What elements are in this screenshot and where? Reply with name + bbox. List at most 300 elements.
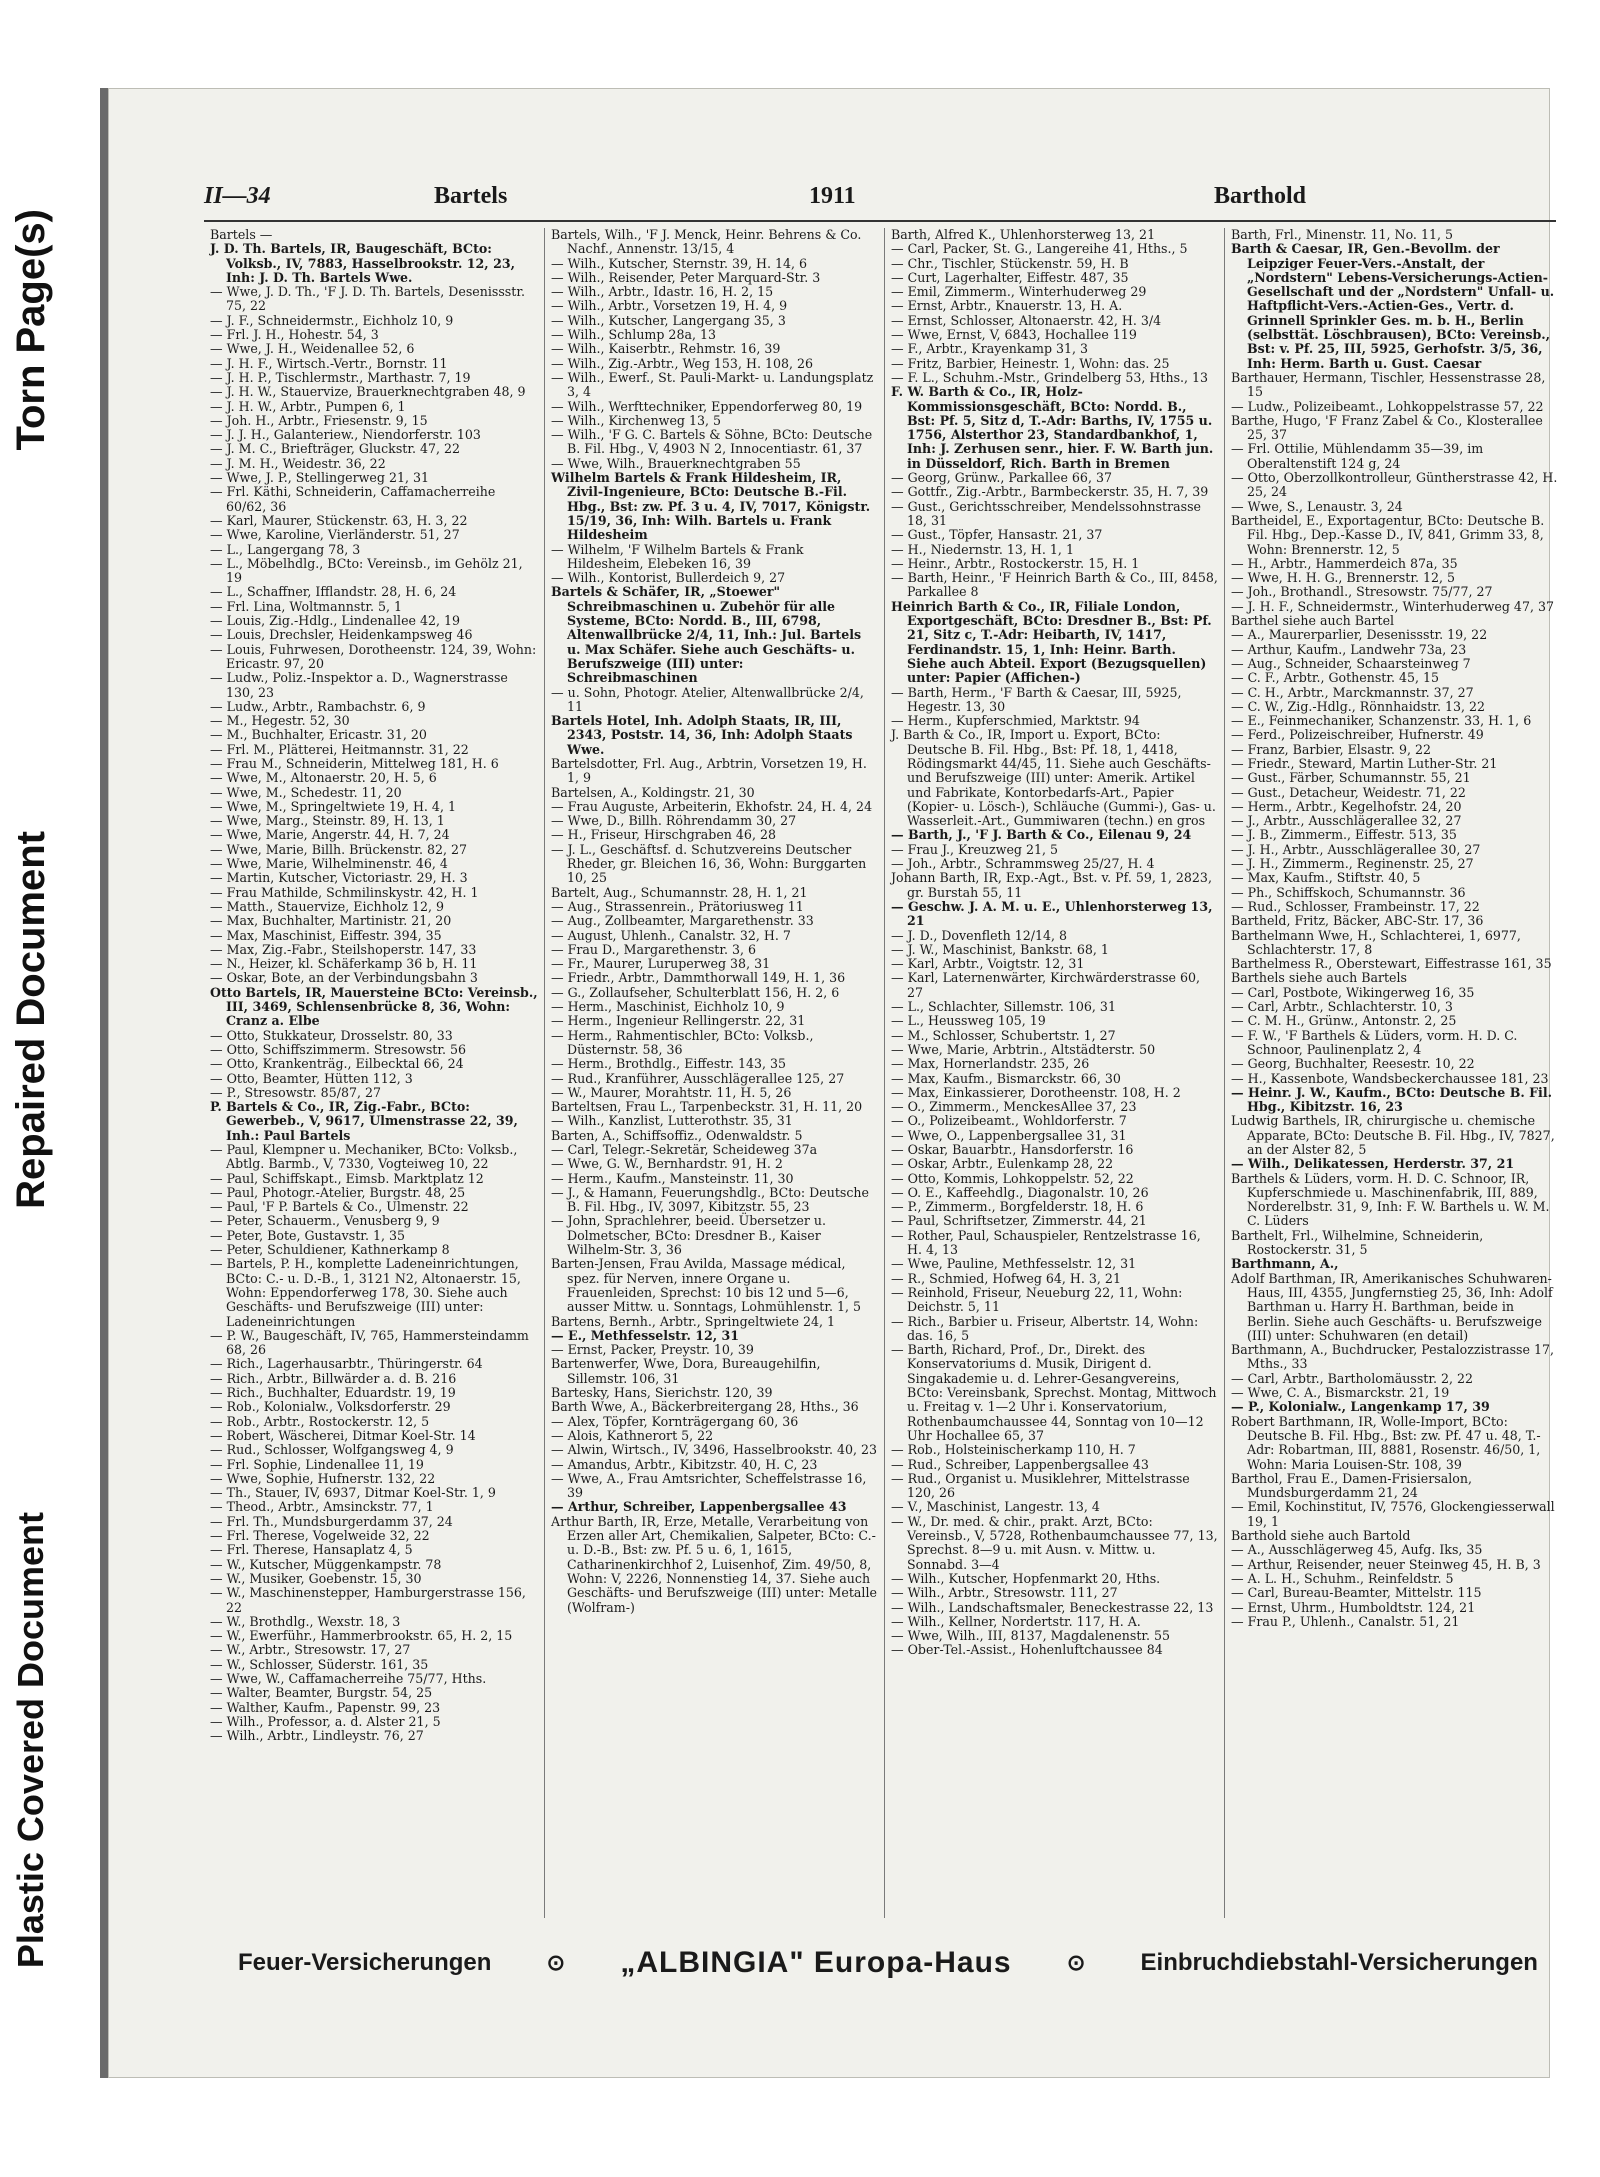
directory-entry: — Wwe, Marie, Billh. Brückenstr. 82, 27 [210,841,468,857]
directory-entry: — W., Arbtr., Stresowstr. 17, 27 [210,1642,411,1658]
directory-entry: — R., Schmied, Hofweg 64, H. 3, 21 [891,1270,1121,1286]
directory-entry: Robert Barthmann, IR, Wolle-Import, BCto: Deutsche B. Fil. Hbg., Bst: zw. Pf. 47 u. 48, T.-Adr: Robartman, III, 8881, Rosenstr. 46/50, 1, Wohn: Maria Louisen-Str. 108, 39 [1231,1413,1541,1472]
directory-entry: Barthmann, A., [1231,1256,1339,1272]
directory-entry: — Wwe, Ernst, V, 6843, Hochallee 119 [891,327,1137,343]
directory-entry: — Ludw., Arbtr., Rambachstr. 6, 9 [210,698,426,714]
directory-entry: Barthels & Lüders, vorm. H. D. C. Schnoor, IR, Kupferschmiede u. Maschinenfabrik, III, 889, Norderelbstr. 31, 9, Inh: F. W. Barthels u. W. M. C. Lüders [1231,1170,1550,1229]
directory-entry: Bartels — [210,228,273,242]
directory-entry: — Barth, Richard, Prof., Dr., Direkt. des Konservatoriums d. Musik, Dirigent d. Singakademie u. d. Lehrer-Gesangvereins, BCto: Vereinsbank, Sprechst. Montag, Mittwoch u. Freitag v. 1—2 Uhr i. Konservatorium, Rothenbaumchaussee 44, Sonntag von 10—12 Uhr Hochallee 65, 37 [891,1342,1217,1443]
directory-entry: — Arthur, Reisender, neuer Steinweg 45, H. B, 3 [1231,1556,1541,1572]
directory-entry: — Gust., Detacheur, Weidestr. 71, 22 [1231,784,1466,800]
directory-entry: — Wilh., Landschaftsmaler, Beneckestrasse 22, 13 [891,1599,1214,1615]
directory-entry: — A. L. H., Schuhm., Reinfeldstr. 5 [1231,1570,1454,1586]
directory-entry: — Oskar, Bote, an der Verbindungsbahn 3 [210,970,478,986]
directory-entry: — Wilh., Delikatessen, Herderstr. 37, 21 [1231,1156,1515,1172]
torn-pages-label: Torn Page(s) [8,209,53,451]
footer-bullet-icon: ⊙ [1066,1950,1086,1975]
directory-entry: — Max, Kaufm., Stiftstr. 40, 5 [1231,870,1421,886]
directory-entry: — Max, Kaufm., Bismarckstr. 66, 30 [891,1070,1121,1086]
directory-entry: — Peter, Schauerm., Venusberg 9, 9 [210,1213,440,1229]
directory-entry: — W., Dr. med. & chir., prakt. Arzt, BCto: Vereinsb., V, 5728, Rothenbaumchaussee 77, 13, Sprechst. 8—9 u. mit Ausn. v. Mittw. u. Sonnabd. 3—4 [891,1513,1218,1572]
directory-entry: — G., Zollaufseher, Schulterblatt 156, H. 2, 6 [551,984,840,1000]
directory-entry: Barthe, Hugo, 'F Franz Zabel & Co., Klosterallee 25, 37 [1231,412,1543,443]
directory-entry: — Wilh., Arbtr., Lindleystr. 76, 27 [210,1728,424,1744]
directory-entry: — Wwe, H. H. G., Brennerstr. 12, 5 [1231,570,1456,586]
directory-entry: — Wwe, A., Frau Amtsrichter, Scheffelstrasse 16, 39 [551,1470,867,1501]
directory-entry: — Rud., Schreiber, Lappenbergsallee 43 [891,1456,1149,1472]
directory-entry: — O., Zimmerm., MenckesAllee 37, 23 [891,1099,1137,1115]
directory-entry: — Wilh., Kutscher, Langergang 35, 3 [551,312,786,328]
directory-entry: — F. L., Schuhm.-Mstr., Grindelberg 53, Hths., 13 [891,369,1209,385]
directory-entry: — Rob., Kolonialw., Volksdorferstr. 29 [210,1399,451,1415]
directory-entry: — Friedr., Steward, Martin Luther-Str. 21 [1231,755,1498,771]
directory-entry: Barten-Jensen, Frau Avilda, Massage médical, spez. für Nerven, innere Organe u. Frauenleiden, Sprechst: 10 bis 12 und 5—6, ausser Mittw. u. Sonntags, Lohmühlenstr. 1, 5 [551,1256,862,1315]
directory-entry: — Carl, Packer, St. G., Langereihe 41, Hths., 5 [891,241,1188,257]
directory-entry: — Otto, Oberzollkontrolleur, Güntherstrasse 42, H. 25, 24 [1231,470,1558,500]
footer-center: „ALBINGIA" Europa-Haus [620,1946,1012,1979]
directory-entry: Bartelsdotter, Frl. Aug., Arbtrin, Vorsetzen 19, H. 1, 9 [551,755,867,786]
plastic-covered-label: Plastic Covered Document [10,1511,51,1969]
directory-entry: — Walter, Beamter, Burgstr. 54, 25 [210,1685,433,1701]
directory-entry: Bartheidel, E., Exportagentur, BCto: Deutsche B. Fil. Hbg., Dep.-Kasse D., IV, 841, Grimm 33, 8, Wohn: Brennerstr. 12, 5 [1231,512,1545,557]
directory-entry: — Wwe, O., Lappenbergsallee 31, 31 [891,1127,1127,1143]
directory-entry: P. Bartels & Co., IR, Zig.-Fabr., BCto: Gewerbeb., V, 9617, Ulmenstrasse 22, 39, Inh.: Paul Bartels [210,1099,518,1143]
directory-entry: — Emil, Kochinstitut, IV, 7576, Glockengiesserwall 19, 1 [1231,1499,1555,1529]
footer-left: Feuer-Versicherungen [238,1949,492,1976]
header-year: 1911 [809,183,856,209]
directory-entry: Bartels Hotel, Inh. Adolph Staats, IR, III, 2343, Poststr. 14, 36, Inh: Adolph Staats Wwe. [551,713,853,757]
directory-entry: — Ober-Tel.-Assist., Hohenluftchaussee 84 [891,1642,1163,1658]
directory-entry: — Heinr., Arbtr., Rostockerstr. 15, H. 1 [891,555,1140,571]
directory-entry: — Herm., Kaufm., Mansteinstr. 11, 30 [551,1170,794,1186]
directory-entry: — J. D., Dovenfleth 12/14, 8 [891,927,1068,943]
directory-entry: — Rother, Paul, Schauspieler, Rentzelstrasse 16, H. 4, 13 [891,1227,1201,1258]
directory-entry: — Herm., Rahmentischler, BCto: Volksb., Düsternstr. 58, 36 [551,1027,814,1057]
directory-entry: — Rich., Buchhalter, Eduardstr. 19, 19 [210,1385,456,1401]
directory-entry: — L., Langergang 78, 3 [210,541,361,557]
directory-entry: — Frau M., Schneiderin, Mittelweg 181, H. 6 [210,755,499,771]
directory-entry: — Peter, Schuldiener, Kathnerkamp 8 [210,1242,450,1258]
directory-entry: Barthels siehe auch Bartels [1231,970,1407,986]
directory-entry: — Wwe, M., Springeltwiete 19, H. 4, 1 [210,798,456,814]
directory-entry: — Ernst, Uhrm., Humboldtstr. 124, 21 [1231,1599,1476,1615]
directory-entry: — Paul, Schriftsetzer, Zimmerstr. 44, 21 [891,1213,1147,1229]
directory-entry: — H., Kassenbote, Wandsbeckerchaussee 181, 23 [1231,1070,1549,1086]
footer-right: Einbruchdiebstahl-Versicherungen [1140,1949,1538,1976]
directory-entry: — Karl, Arbtr., Voigtstr. 12, 31 [891,956,1085,972]
directory-entry: — J. M. C., Briefträger, Gluckstr. 47, 22 [210,441,461,457]
directory-entry: — Wwe, Karoline, Vierländerstr. 51, 27 [210,527,460,543]
directory-entry: — Ernst, Schlosser, Altonaerstr. 42, H. 3/4 [891,312,1162,328]
directory-entry: — Wwe, M., Altonaerstr. 20, H. 5, 6 [210,770,437,786]
directory-entry: — A., Maurerparlier, Desenissstr. 19, 22 [1231,627,1488,643]
directory-entry: — Wwe, W., Caffamacherreihe 75/77, Hths. [210,1670,487,1686]
directory-entry: — Paul, Klempner u. Mechaniker, BCto: Volksb., Abtlg. Barmb., V, 7330, Vogteiweg 10, 22 [210,1142,518,1172]
directory-entry: — Wilh., 'F G. C. Bartels & Söhne, BCto: Deutsche B. Fil. Hbg., V, 4903 N 2, Innocentiastr. 61, 37 [551,427,873,457]
directory-entry: — Rud., Organist u. Musiklehrer, Mittelstrasse 120, 26 [891,1470,1190,1501]
directory-entry: — Fritz, Barbier, Heinestr. 1, Wohn: das. 25 [891,355,1170,371]
directory-entry: — Herm., Ingenieur Rellingerstr. 22, 31 [551,1013,806,1029]
directory-entry: — Theod., Arbtr., Amsinckstr. 77, 1 [210,1499,434,1515]
directory-entry: — Friedr., Arbtr., Dammthorwall 149, H. 1, 36 [551,970,846,986]
directory-entry: — Martin, Kutscher, Victoriastr. 29, H. 3 [210,870,468,886]
directory-entry: — J. L., Geschäftsf. d. Schutzvereins Deutscher Rheder, gr. Bleichen 16, 36, Wohn: Burggarten 10, 25 [551,841,867,886]
directory-entry: — Louis, Fuhrwesen, Dorotheenstr. 124, 39, Wohn: Ericastr. 97, 20 [210,641,537,671]
directory-entry: — Wwe, G. W., Bernhardstr. 91, H. 2 [551,1156,783,1172]
directory-entry: — Georg, Buchhalter, Reesestr. 10, 22 [1231,1056,1475,1072]
header-right-name: Barthold [1214,183,1307,209]
directory-entry: — Walther, Kaufm., Papenstr. 99, 23 [210,1699,441,1715]
directory-entry: — L., Möbelhdlg., BCto: Vereinsb., im Gehölz 21, 19 [210,555,523,586]
directory-entry: — J. H., Zimmerm., Reginenstr. 25, 27 [1231,856,1474,872]
directory-entry: — Wilh., Kontorist, Bullerdeich 9, 27 [551,570,786,586]
directory-entry: J. D. Th. Bartels, IR, Baugeschäft, BCto: Volksb., IV, 7883, Hasselbrookstr. 12, 23, Inh: J. D. Th. Bartels Wwe. [210,241,515,285]
directory-entry: — Frl. Sophie, Lindenallee 11, 19 [210,1456,424,1472]
directory-entry: — Oskar, Arbtr., Eulenkamp 28, 22 [891,1156,1114,1172]
directory-entry: — Arthur, Kaufm., Landwehr 73a, 23 [1231,641,1467,657]
directory-entry: — Wwe, J. D. Th., 'F J. D. Th. Bartels, Desenissstr. 75, 22 [210,284,525,314]
directory-entry: — Wilh., Arbtr., Idastr. 16, H. 2, 15 [551,284,774,300]
directory-entry: — Rud., Schlosser, Frambeinstr. 17, 22 [1231,898,1480,914]
directory-entry: Barthel siehe auch Bartel [1231,613,1395,629]
directory-entry: — Frl. M., Plätterei, Heitmannstr. 31, 22 [210,741,469,757]
directory-entry: — Ludw., Polizeibeamt., Lohkoppelstrasse 57, 22 [1231,398,1544,414]
directory-entry: — Otto, Krankenträg., Eilbecktal 66, 24 [210,1056,464,1072]
directory-entry: — Wwe, C. A., Bismarckstr. 21, 19 [1231,1385,1450,1401]
directory-entry: — W., Schlosser, Süderstr. 161, 35 [210,1656,429,1672]
directory-entry: — Gust., Gerichtsschreiber, Mendelssohnstrasse 18, 31 [891,498,1201,528]
directory-entry: — O., Polizeibeamt., Wohldorferstr. 7 [891,1113,1127,1129]
directory-entry: Barten, A., Schiffsoffiz., Odenwaldstr. 5 [551,1127,803,1143]
column-1 [204,228,544,1918]
directory-entry: — Frl. Therese, Hansaplatz 4, 5 [210,1542,413,1558]
directory-entry: — Wilh., Kellner, Nordertstr. 117, H. A. [891,1613,1141,1629]
directory-entry: — Barth, J., 'F J. Barth & Co., Eilenau 9, 24 [891,827,1192,843]
directory-entry: — Emil, Zimmerm., Winterhuderweg 29 [891,284,1147,300]
directory-entry: Barthauer, Hermann, Tischler, Hessenstrasse 28, 15 [1231,369,1546,400]
directory-entry: — Ph., Schiffskoch, Schumannstr. 36 [1231,884,1466,900]
directory-entry: — Wwe, J. H., Weidenallee 52, 6 [210,341,415,357]
directory-entry: — John, Sprachlehrer, beeid. Übersetzer u. Dolmetscher, BCto: Dresdner B., Kaiser Wilhelm-Str. 3, 36 [551,1213,826,1258]
directory-entry: — Th., Stauer, IV, 6937, Ditmar Koel-Str. 1, 9 [210,1485,496,1501]
directory-entry: — Wilh., Werfttechniker, Eppendorferweg 80, 19 [551,398,863,414]
repaired-document-label: Repaired Document [8,831,53,1209]
directory-entry: — Wwe, Wilh., III, 8137, Magdalenenstr. 55 [891,1628,1171,1644]
directory-entry: — Frau Auguste, Arbeiterin, Ekhofstr. 24, H. 4, 24 [551,798,873,814]
directory-entry: — W., Kutscher, Müggenkampstr. 78 [210,1556,442,1572]
directory-entry: — J., Arbtr., Ausschlägerallee 32, 27 [1231,813,1462,829]
directory-entry: — Wilh., Schlump 28a, 13 [551,327,716,343]
directory-entry: — V., Maschinist, Langestr. 13, 4 [891,1499,1100,1515]
footer-bullet-icon: ⊙ [546,1950,566,1975]
directory-entry: — Karl, Laternenwärter, Kirchwärderstrasse 60, 27 [891,970,1201,1000]
directory-entry: — Georg, Grünw., Parkallee 66, 37 [891,470,1112,486]
directory-entry: — M., Schlosser, Schubertstr. 1, 27 [891,1027,1116,1043]
directory-entry: — Max, Zig.-Fabr., Steilshoperstr. 147, 33 [210,941,477,957]
directory-entry: Bartelt, Aug., Schumannstr. 28, H. 1, 21 [551,884,808,900]
directory-entry: — August, Uhlenh., Canalstr. 32, H. 7 [551,927,791,943]
directory-entry: — Joh., Brothandl., Stresowstr. 75/77, 27 [1231,584,1493,600]
directory-entry: — E., Feinmechaniker, Schanzenstr. 33, H. 1, 6 [1231,713,1532,729]
directory-entry: — Alwin, Wirtsch., IV, 3496, Hasselbrookstr. 40, 23 [551,1442,878,1458]
directory-entry: — A., Ausschlägerweg 45, Aufg. Iks, 35 [1231,1542,1483,1558]
directory-entry: — Rud., Schlosser, Wolfgangsweg 4, 9 [210,1442,454,1458]
directory-entry: — J. H. F., Schneidermstr., Winterhuderweg 47, 37 [1231,598,1554,614]
directory-entry: Barteltsen, Frau L., Tarpenbeckstr. 31, H. 11, 20 [551,1099,863,1115]
directory-entry: — Wilh., Reisender, Peter Marquard-Str. 3 [551,269,821,285]
header-left-name: Bartels [434,183,508,209]
directory-entry: — Herm., Arbtr., Kegelhofstr. 24, 20 [1231,798,1462,814]
directory-entry: — Franz, Barbier, Elsastr. 9, 22 [1231,741,1431,757]
directory-entry: — F. W., 'F Barthels & Lüders, vorm. H. D. C. Schnoor, Paulinenplatz 2, 4 [1231,1027,1518,1057]
directory-entry: Johann Barth, IR, Exp.-Agt., Bst. v. Pf. 59, 1, 2823, gr. Burstah 55, 11 [891,870,1212,900]
directory-entry: Arthur Barth, IR, Erze, Metalle, Verarbeitung von Erzen aller Art, Chemikalien, Salpeter, BCto: C.- u. D.-B., Bst: zw. Pf. 5 u. 6, 1, 1615, Catharinenkirchhof 2, Luisenhof, Zim. 49/50, 8, Wohn: V, 2226, Nonnenstieg 14, 37. Siehe auch Geschäfts- und Berufszweige (III) unter: Metalle (Wolfram-) [551,1513,877,1615]
directory-entry: — E., Methfesselstr. 12, 31 [551,1327,740,1343]
directory-entry: — Wwe, Marie, Wilhelminenstr. 46, 4 [210,856,448,872]
directory-entry: — Louis, Zig.-Hdlg., Lindenallee 42, 19 [210,613,461,629]
directory-entry: — Otto, Stukkateur, Drosselstr. 80, 33 [210,1027,453,1043]
directory-entry: — Gust., Färber, Schumannstr. 55, 21 [1231,770,1471,786]
directory-entry: Barthelt, Frl., Wilhelmine, Schneiderin, Rostockerstr. 31, 5 [1231,1227,1484,1258]
directory-entry: — Wilh., Kaiserbtr., Rehmstr. 16, 39 [551,341,781,357]
header-rule [204,220,1556,222]
directory-entry: — Otto, Schiffszimmerm. Stresowstr. 56 [210,1041,467,1057]
directory-entry: — O. E., Kaffeehdlg., Diagonalstr. 10, 26 [891,1184,1149,1200]
directory-entry: — Aug., Strassenrein., Prätoriusweg 11 [551,898,804,914]
repaired-document-tab [0,740,62,1300]
directory-entry: Bartels, Wilh., 'F J. Menck, Heinr. Behrens & Co. Nachf., Annenstr. 13/15, 4 [551,228,862,257]
directory-entry: — M., Buchhalter, Ericastr. 31, 20 [210,727,427,743]
directory-entry: — Frau D., Margarethenstr. 3, 6 [551,941,757,957]
directory-entry: — Otto, Kommis, Lohkoppelstr. 52, 22 [891,1170,1134,1186]
directory-entry: — Frl. Lina, Woltmannstr. 5, 1 [210,598,403,614]
directory-entry: — Frl. Käthi, Schneiderin, Caffamacherreihe 60/62, 36 [210,484,496,514]
directory-entry: — M., Hegestr. 52, 30 [210,713,350,729]
directory-entry: — Frl. Th., Mundsburgerdamm 37, 24 [210,1513,453,1529]
directory-entry: — Frl. J. H., Hohestr. 54, 3 [210,327,379,343]
directory-entry: — L., Heussweg 105, 19 [891,1013,1046,1029]
directory-entry: — Wilh., Kutscher, Hopfenmarkt 20, Hths. [891,1570,1161,1586]
directory-entry: — Carl, Arbtr., Schlachterstr. 10, 3 [1231,999,1453,1015]
directory-entry: — Paul, Schiffskapt., Eimsb. Marktplatz 12 [210,1170,484,1186]
directory-entry: — Frau P., Uhlenh., Canalstr. 51, 21 [1231,1613,1460,1629]
directory-entry: — J., & Hamann, Feuerungshdlg., BCto: Deutsche B. Fil. Hbg., IV, 3097, Kibitzstr. 55, 23 [551,1184,869,1215]
column-4 [1224,228,1564,1918]
directory-entry: — Wilh., Kirchenweg 13, 5 [551,412,722,428]
directory-entry: — J. H., Arbtr., Ausschlägerallee 30, 27 [1231,841,1481,857]
directory-entry: — P. W., Baugeschäft, IV, 765, Hammersteindamm 68, 26 [210,1327,529,1358]
directory-entry: — Wwe, Sophie, Hufnerstr. 132, 22 [210,1470,436,1486]
directory-entry: — Paul, Photogr.-Atelier, Burgstr. 48, 25 [210,1184,466,1200]
directory-entry: — Max, Maschinist, Eiffestr. 394, 35 [210,927,442,943]
directory-entry: — Rich., Lagerhausarbtr., Thüringerstr. 64 [210,1356,483,1372]
page-header [204,183,1454,215]
directory-entry: — Chr., Tischler, Stückenstr. 59, H. B [891,255,1129,271]
directory-entry: Barthmann, A., Buchdrucker, Pestalozzistrasse 17, Mths., 33 [1231,1342,1555,1372]
directory-entry: — Rob., Arbtr., Rostockerstr. 12, 5 [210,1413,430,1429]
directory-entry: — Rich., Barbier u. Friseur, Albertstr. 14, Wohn: das. 16, 5 [891,1313,1199,1343]
directory-entry: Bartenwerfer, Wwe, Dora, Bureaugehilfin, Sillemstr. 106, 31 [551,1356,821,1386]
directory-entry: — Joh., Arbtr., Schrammsweg 25/27, H. 4 [891,856,1155,872]
directory-entry: Bartelsen, A., Koldingstr. 21, 30 [551,784,755,800]
torn-pages-tab [0,40,62,620]
column-3 [884,228,1224,1918]
directory-entry: — Aug., Zollbeamter, Margarethenstr. 33 [551,913,814,929]
directory-entry: Barthold siehe auch Bartold [1231,1528,1411,1544]
directory-entry: Bartels & Schäfer, IR, „Stoewer" Schreibmaschinen u. Zubehör für alle Systeme, BCto: Nordd. B., III, 6798, Altenwallbrücke 2/4, 11, Inh.: Jul. Bartels u. Max Schäfer. Siehe auch Geschäfts- u. Berufszweige (III) unter: Schreibmaschinen [551,584,862,686]
directory-entry: — Max, Einkassierer, Dorotheenstr. 108, H. 2 [891,1084,1181,1100]
directory-entry: F. W. Barth & Co., IR, Holz-Kommissionsgeschäft, BCto: Nordd. B., Bst: Pf. 5, Sitz d, T.-Adr: Barths, IV, 1755 u. 1756, Alsterthor 23, Standardbankhof, 1, Inh: J. Zerhusen senr., hier. F. W. Barth jun. in Düsseldorf, Rich. Barth in Bremen [891,384,1214,471]
directory-entry: — Wwe, Pauline, Methfesselstr. 12, 31 [891,1256,1137,1272]
directory-entry: — Paul, 'F P. Bartels & Co., Ulmenstr. 22 [210,1199,469,1215]
directory-entry: — Louis, Drechsler, Heidenkampsweg 46 [210,627,473,643]
directory-entry: — Wilh., Kanzlist, Lutterothstr. 35, 31 [551,1113,793,1129]
directory-entry: — Ludw., Poliz.-Inspektor a. D., Wagnerstrasse 130, 23 [210,670,508,700]
directory-columns [204,228,1564,1918]
directory-entry: — F., Arbtr., Krayenkamp 31, 3 [891,341,1089,357]
directory-entry: — L., Schaffner, Ifflandstr. 28, H. 6, 24 [210,584,457,600]
directory-entry: — Wwe, S., Lenaustr. 3, 24 [1231,498,1403,514]
directory-entry: — Wwe, M., Schedestr. 11, 20 [210,784,402,800]
footer-advert [238,1943,1538,1983]
directory-entry: — Arthur, Schreiber, Lappenbergsallee 43 [551,1499,847,1515]
directory-entry: — Carl, Bureau-Beamter, Mittelstr. 115 [1231,1585,1482,1601]
directory-entry: — C. W., Zig.-Hdlg., Rönnhaidstr. 13, 22 [1231,698,1486,714]
directory-entry: — Amandus, Arbtr., Kibitzstr. 40, H. C, 23 [551,1456,818,1472]
directory-entry: Ludwig Barthels, IR, chirurgische u. chemische Apparate, BCto: Deutsche B. Fil. Hbg., IV, 7827, an der Alster 82, 5 [1231,1113,1555,1157]
directory-entry: — Ernst, Packer, Preystr. 10, 39 [551,1342,754,1358]
directory-entry: — Wilh., Kutscher, Sternstr. 39, H. 14, 6 [551,255,808,271]
directory-entry: — Herm., Kupferschmied, Marktstr. 94 [891,713,1140,729]
directory-entry: — u. Sohn, Photogr. Atelier, Altenwallbrücke 2/4, 11 [551,684,864,714]
directory-entry: — Curt, Lagerhalter, Eiffestr. 487, 35 [891,269,1129,285]
directory-entry: — Barth, Herm., 'F Barth & Caesar, III, 5925, Hegestr. 13, 30 [891,684,1182,714]
directory-entry: — J. B., Zimmerm., Eiffestr. 513, 35 [1231,827,1457,843]
directory-entry: — Joh. H., Arbtr., Friesenstr. 9, 15 [210,412,428,428]
directory-entry: — Max, Buchhalter, Martinistr. 21, 20 [210,913,452,929]
directory-entry: — J. J. H., Galanteriew., Niendorferstr. 103 [210,427,481,443]
directory-entry: — Otto, Beamter, Hütten 112, 3 [210,1070,413,1086]
directory-entry: Barthelmess R., Oberstewart, Eiffestrasse 161, 35 [1231,956,1552,972]
directory-entry: Barthol, Frau E., Damen-Frisiersalon, Mundsburgerdamm 21, 24 [1231,1470,1472,1501]
directory-entry: Bartheld, Fritz, Bäcker, ABC-Str. 17, 36 [1231,913,1484,929]
directory-entry: — Rich., Arbtr., Billwärder a. d. B. 216 [210,1370,457,1386]
directory-entry: Wilhelm Bartels & Frank Hildesheim, IR, Zivil-Ingenieure, BCto: Deutsche B.-Fil. Hbg., Bst: zw. Pf. 3 u. 4, IV, 7017, Königstr. 15/19, 36, Inh: Wilh. Bartels u. Frank Hildesheim [551,470,871,543]
directory-entry: — J. H. P., Tischlermstr., Marthastr. 7, 19 [210,369,471,385]
directory-entry: — J. W., Maschinist, Bankstr. 68, 1 [891,941,1109,957]
directory-entry: — L., Schlachter, Sillemstr. 106, 31 [891,999,1116,1015]
directory-entry: — J. H. F., Wirtsch.-Vertr., Bornstr. 11 [210,355,448,371]
directory-entry: — Wwe, Marie, Angerstr. 44, H. 7, 24 [210,827,450,843]
directory-entry: — Carl, Postbote, Wikingerweg 16, 35 [1231,984,1475,1000]
directory-entry: Heinrich Barth & Co., IR, Filiale London, Exportgeschäft, BCto: Dresdner B., Bst: Pf. 21, Sitz c, T.-Adr: Heibarth, IV, 1417, Ferdinandstr. 15, 1, Inh: Heinr. Barth. Siehe auch Abteil. Export (Bezugsquellen) unter: Papier (Affichen-) [891,598,1212,686]
directory-entry: — Aug., Schneider, Schaarsteinweg 7 [1231,655,1471,671]
directory-entry: Bartesky, Hans, Sierichstr. 120, 39 [551,1385,773,1401]
directory-entry: — C. H., Arbtr., Marckmannstr. 37, 27 [1231,684,1474,700]
directory-entry: — Max, Hornerlandstr. 235, 26 [891,1056,1090,1072]
directory-entry: — H., Friseur, Hirschgraben 46, 28 [551,827,776,843]
directory-entry: — Frau Mathilde, Schmilinskystr. 42, H. 1 [210,884,479,900]
page-number: II—34 [204,183,271,209]
directory-entry: — Wwe, Wilh., Brauerknechtgraben 55 [551,455,801,471]
directory-entry: — Ferd., Polizeischreiber, Hufnerstr. 49 [1231,727,1484,743]
directory-entry: — Wilh., Arbtr., Vorsetzen 19, H. 4, 9 [551,298,788,314]
directory-entry: — Wilh., Professor, a. d. Alster 21, 5 [210,1713,441,1729]
directory-entry: Barth, Frl., Minenstr. 11, No. 11, 5 [1231,228,1453,242]
directory-entry: — N., Heizer, kl. Schäferkamp 36 b, H. 11 [210,956,478,972]
directory-entry: — Rud., Kranführer, Ausschlägerallee 125, 27 [551,1070,845,1086]
directory-entry: — J. H. W., Arbtr., Pumpen 6, 1 [210,398,406,414]
directory-entry: J. Barth & Co., IR, Import u. Export, BCto: Deutsche B. Fil. Hbg., Bst: Pf. 18, 1, 4418, Rödingsmarkt 44/45, 11. Siehe auch Geschäfts- und Berufszweige (III) unter: Amerik. Artikel und Fabrikate, Kontorbedarfs-Art., Papier (Kopier- u. Lösch-), Schläuche (Gummi-), Gas- u. Wasserleit.-Art., Gummiwaren (techn.) en gros [891,727,1216,829]
directory-entry: Barth & Caesar, IR, Gen.-Bevollm. der Leipziger Feuer-Vers.-Anstalt, der „Nordstern" Lebens-Versicherungs-Actien-Gesellschaft und der „Nordstern" Unfall- u. Haftpflicht-Vers.-Actien-Ges., Vertr. d. Grinnell Sprinkler Ges. m. b. H., Berlin (selbsttät. Löschbrausen), BCto: Vereinsb., Bst: v. Pf. 25, III, 5925, Gerhofstr. 3/5, 36, Inh: Herm. Barth u. Gust. Caesar [1231,241,1555,371]
directory-page [100,88,1558,2078]
directory-entry: — Robert, Wäscherei, Ditmar Koel-Str. 14 [210,1427,476,1443]
directory-entry: — Herm., Brothdlg., Eiffestr. 143, 35 [551,1056,787,1072]
directory-entry: — Rob., Holsteinischerkamp 110, H. 7 [891,1442,1136,1458]
directory-entry: — Frl. Therese, Vogelweide 32, 22 [210,1528,430,1544]
directory-entry: — C. F., Arbtr., Gothenstr. 45, 15 [1231,670,1440,686]
directory-entry: — Gust., Töpfer, Hansastr. 21, 37 [891,527,1103,543]
directory-entry: — J. H. W., Stauervize, Brauerknechtgraben 48, 9 [210,384,526,400]
directory-entry: — Wilh., Arbtr., Stresowstr. 111, 27 [891,1585,1118,1601]
directory-entry: — J. M. H., Weidestr. 36, 22 [210,455,386,471]
directory-entry: Bartens, Bernh., Arbtr., Springeltwiete 24, 1 [551,1313,835,1329]
directory-entry: — Carl, Arbtr., Bartholomäusstr. 2, 22 [1231,1370,1474,1386]
directory-entry: — Wwe, D., Billh. Röhrendamm 30, 27 [551,813,797,829]
directory-entry: — Alex, Töpfer, Kornträgergang 60, 36 [551,1413,799,1429]
directory-entry: — Matth., Stauervize, Eichholz 12, 9 [210,898,445,914]
directory-entry: — Peter, Bote, Gustavstr. 1, 35 [210,1227,405,1243]
directory-entry: — Wilhelm, 'F Wilhelm Bartels & Frank Hildesheim, Elebeken 16, 39 [551,541,804,571]
directory-entry: — Alois, Kathnerort 5, 22 [551,1427,714,1443]
directory-entry: — Wwe, J. P., Stellingerweg 21, 31 [210,470,430,486]
directory-entry: — H., Arbtr., Hammerdeich 87a, 35 [1231,555,1458,571]
directory-entry: Otto Bartels, IR, Mauersteine BCto: Vereinsb., III, 3469, Schlensenbrücke 8, 36, Wohn: Cranz a. Elbe [210,984,538,1029]
directory-entry: — W., Musiker, Goebenstr. 15, 30 [210,1570,422,1586]
directory-entry: — Carl, Telegr.-Sekretär, Scheideweg 37a [551,1142,818,1157]
directory-entry: — P., Zimmerm., Borgfelderstr. 18, H. 6 [891,1199,1144,1215]
directory-entry: — C. M. H., Grünw., Antonstr. 2, 25 [1231,1013,1457,1029]
directory-entry: — Barth, Heinr., 'F Heinrich Barth & Co., III, 8458, Parkallee 8 [891,570,1218,600]
directory-entry: — Reinhold, Friseur, Neueburg 22, 11, Wohn: Deichstr. 5, 11 [891,1284,1183,1315]
directory-entry: Adolf Barthman, IR, Amerikanisches Schuhwaren-Haus, III, 4355, Jungfernstieg 25, 36, Inh: Adolf Barthman u. Harry H. Barthman, beide in Berlin. Siehe auch Geschäfts- u. Berufszweige (III) unter: Schuhwaren (en detail) [1231,1270,1553,1343]
directory-entry: — Fr., Maurer, Luruperweg 38, 31 [551,956,771,972]
directory-entry: Barth, Alfred K., Uhlenhorsterweg 13, 21 [891,228,1156,242]
plastic-covered-tab [0,1320,62,2160]
directory-entry: Barth Wwe, A., Bäckerbreitergang 28, Hths., 36 [551,1399,859,1415]
directory-entry: — Ernst, Arbtr., Knauerstr. 13, H. A. [891,298,1123,314]
directory-entry: — Frl. Ottilie, Mühlendamm 35—39, im Oberaltenstift 124 g, 24 [1231,441,1484,471]
directory-entry: — Geschw. J. A. M. u. E., Uhlenhorsterweg 13, 21 [891,898,1213,929]
directory-entry: — Frau J., Kreuzweg 21, 5 [891,841,1059,857]
directory-entry: — H., Niedernstr. 13, H. 1, 1 [891,541,1074,557]
directory-entry: — W., Maschinenstepper, Hamburgerstrasse 156, 22 [210,1585,526,1615]
directory-entry: — P., Kolonialw., Langenkamp 17, 39 [1231,1399,1490,1415]
directory-entry: — W., Brothdlg., Wexstr. 18, 3 [210,1613,401,1629]
directory-entry: — W., Ewerführ., Hammerbrookstr. 65, H. 2, 15 [210,1628,513,1644]
directory-entry: — Bartels, P. H., komplette Ladeneinrichtungen, BCto: C.- u. D.-B., 1, 3121 N2, Altonaerstr. 15, Wohn: Eppendorferweg 178, 30. Siehe auch Geschäfts- und Berufszweige (III) unter: Ladeneinrichtungen [210,1256,521,1329]
directory-entry: — Heinr. J. W., Kaufm., BCto: Deutsche B. Fil. Hbg., Kibitzstr. 16, 23 [1231,1084,1552,1115]
directory-entry: — J. F., Schneidermstr., Eichholz 10, 9 [210,312,454,328]
directory-entry: — P., Stresowstr. 85/87, 27 [210,1084,382,1100]
directory-entry: — Herm., Maschinist, Eichholz 10, 9 [551,999,785,1015]
directory-entry: — Karl, Maurer, Stückenstr. 63, H. 3, 22 [210,512,468,528]
directory-entry: — Wwe, Marg., Steinstr. 89, H. 13, 1 [210,813,445,829]
directory-entry: — Wilh., Zig.-Arbtr., Weg 153, H. 108, 26 [551,355,814,371]
directory-entry: — Oskar, Bauarbtr., Hansdorferstr. 16 [891,1142,1134,1157]
directory-entry: Barthelmann Wwe, H., Schlachterei, 1, 6977, Schlachterstr. 17, 8 [1231,927,1521,957]
directory-entry: — Wilh., Ewerf., St. Pauli-Markt- u. Landungsplatz 3, 4 [551,369,874,400]
